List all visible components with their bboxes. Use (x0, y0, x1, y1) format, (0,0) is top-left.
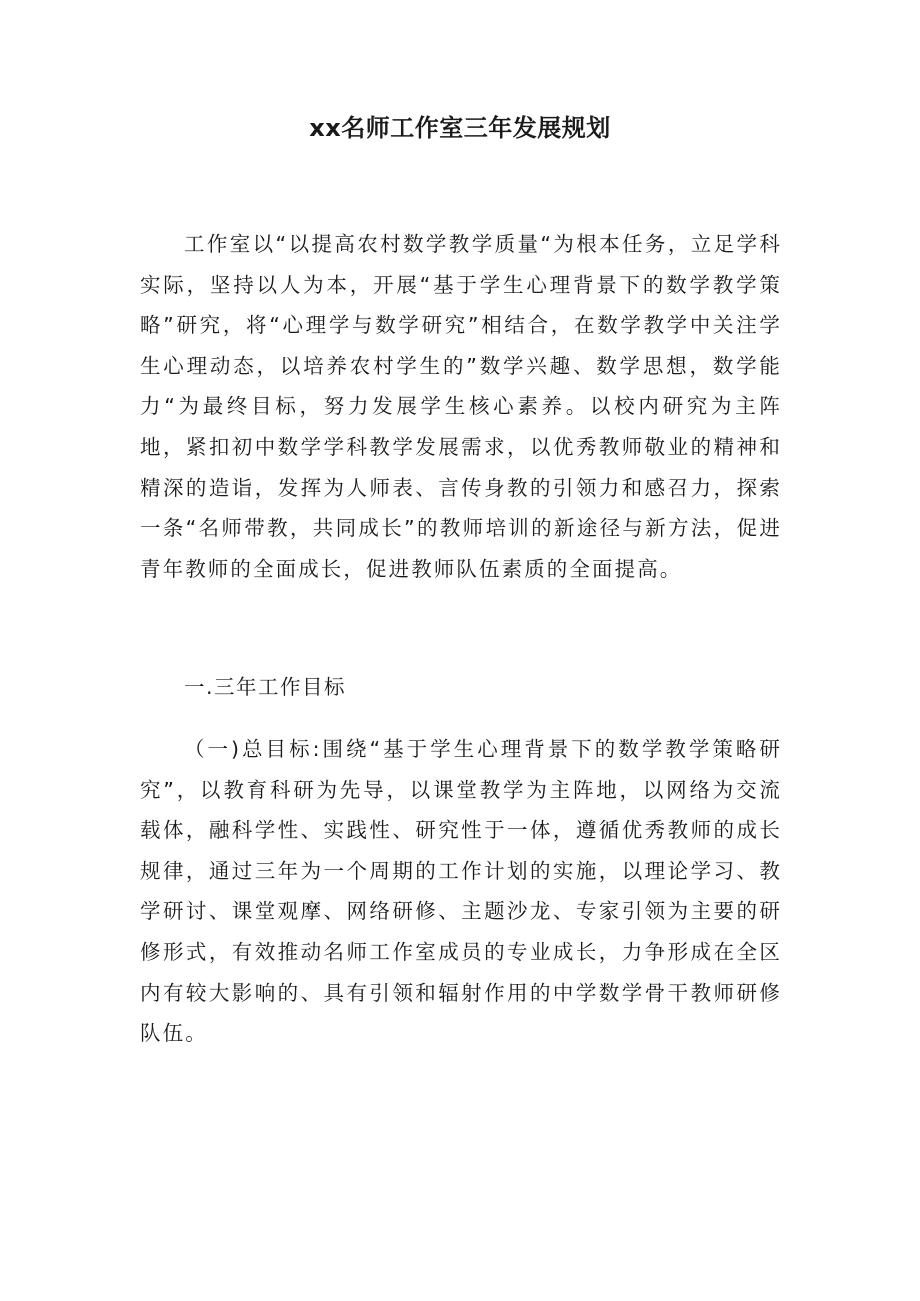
overall-goal-paragraph: （一)总目标:围绕“基于学生心理背景下的数学教学策略研究”，以教育科研为先导，以课堂教学为主阵地，以网络为交流载体，融科学性、实践性、研究性于一体，遵循优秀教师的成长规律，通过三年为一个周期的工作计划的实施，以理论学习、教学研讨、课堂观摩、网络研修、主题沙龙、专家引领为主要的研修形式，有效推动名师工作室成员的专业成长，力争形成在全区内有较大影响的、具有引领和辐射作用的中学数学骨干教师研修队伍。 (140, 737, 782, 1046)
section-heading: 一.三年工作目标 (184, 675, 347, 699)
document-title: xx名师工作室三年发展规划 (309, 114, 611, 142)
intro-paragraph: 工作室以“以提高农村数学教学质量“为根本任务，立足学科实际，坚持以人为本，开展“基于学生心理背景下的数学教学策略”研究，将“心理学与数学研究”相结合，在数学教学中关注学生心理动态，以培养农村学生的”数学兴趣、数学思想，数学能力“为最终目标，努力发展学生核心素养。以校内研究为主阵地，紧扣初中数学学科教学发展需求，以优秀教师敬业的精神和精深的造诣，发挥为人师表、言传身教的引领力和感召力，探索一条“名师带教，共同成长”的教师培训的新途径与新方法，促进青年教师的全面成长，促进教师队伍素质的全面提高。 (140, 232, 782, 581)
